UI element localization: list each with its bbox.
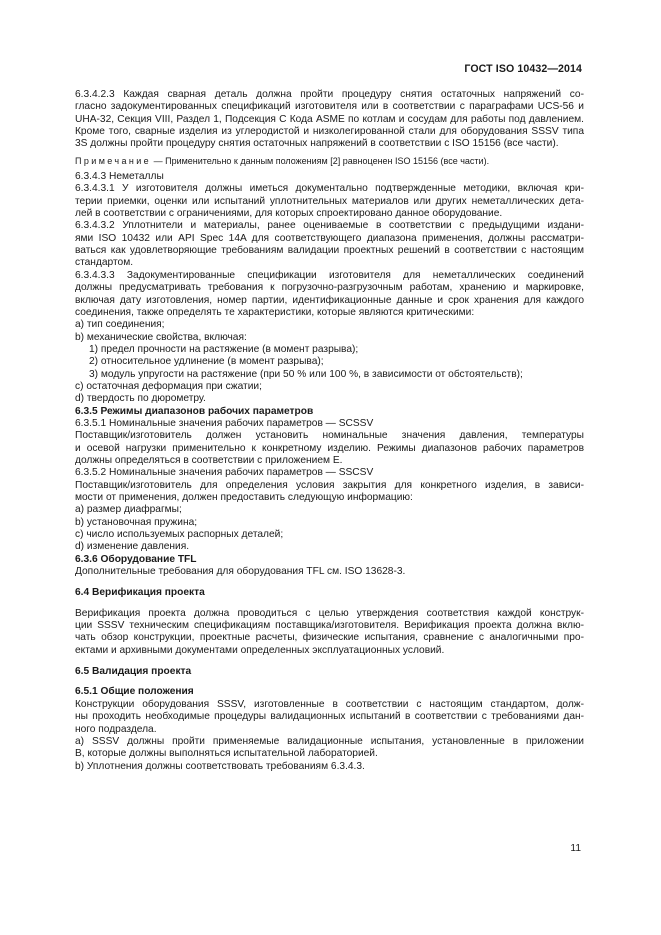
paragraph-6-5-1-first-line: Конструкции оборудования SSSV, изготовленные в соответствии с настоящим стандартом, долж- xyxy=(75,698,584,710)
paragraph-6-3-4-3-2: ями ISO 10432 или API Spec 14A для соответствующего диапазона применения, должны рассматри- ваться как удовлетворяющие требованиям валидации проектных решений в соответствии с настоящим стандартом. xyxy=(75,232,584,269)
heading-6-3-6: 6.3.6 Оборудование TFL xyxy=(75,553,197,565)
paragraph-6-3-6: Дополнительные требования для оборудования TFL см. ISO 13628-3. xyxy=(75,566,406,578)
list-item-c: c) остаточная деформация при сжатии; xyxy=(75,380,262,392)
paragraph-6-3-5-1: и осевой нагрузки применительно к конкретному изделию. Режимы диапазонов рабочих параметров должны определяться в соответствии с приложением Е. xyxy=(75,442,584,466)
paragraph-6-5-1-a: В, которые должны выполняться испытательной лабораторией. xyxy=(75,748,378,760)
paragraph-6-3-5-1-first-line: Поставщик/изготовитель должен установить номинальные значения давления, температуры xyxy=(75,430,584,442)
heading-6-3-4-3: 6.3.4.3 Неметаллы xyxy=(75,171,164,183)
paragraph-6-3-4-3-2-first-line: 6.3.4.3.2 Уплотнители и материалы, ранее оцениваемые в соответствии с предыдущими издани- xyxy=(75,220,584,232)
paragraph-6-3-4-2-3-first-line: 6.3.4.2.3 Каждая сварная деталь должна пройти процедуру снятия остаточных напряжений со- xyxy=(75,89,584,100)
paragraph-6-5-1-a-first-line: a) SSSV должны пройти применяемые валидационные испытания, установленные в приложении xyxy=(75,735,584,747)
list2-item-b: b) установочная пружина; xyxy=(75,516,198,528)
paragraph-6-4: ции SSSV техническим спецификациям поставщика/изготовителя. Верификация проекта должна вклю- чать обзор конструкции, проектные расчеты, физические испытания, сравнение с аналогичными про- ектами и архивными документами определенных эксплуатационных условий. xyxy=(75,620,584,656)
list2-item-c: c) число используемых распорных деталей; xyxy=(75,529,284,541)
list-item-d: d) твердость по дюрометру. xyxy=(75,393,206,405)
paragraph-6-4-first-line: Верификация проекта должна проводиться с целью утверждения соответствия каждой конструк- xyxy=(75,607,584,619)
note-label: Примечание xyxy=(75,155,152,166)
paragraph-6-5-1-b: b) Уплотнения должны соответствовать требованиям 6.3.4.3. xyxy=(75,760,365,772)
list-item-a: a) тип соединения; xyxy=(75,319,165,331)
note-text: — Применительно к данным положениям [2] равноценен ISO 15156 (все части). xyxy=(151,155,490,166)
list-item-b2: 2) относительное удлинение (в момент разрыва); xyxy=(89,356,324,368)
paragraph-6-3-4-3-1: терии приемки, оценки или испытаний уплотнительных материалов или других неметаллических дета- лей в соответствии с ограничениями, для которых спроектировано данное оборудование. xyxy=(75,195,584,220)
list-item-b3: 3) модуль упругости на растяжение (при 50 % или 100 %, в зависимости от обстоятельств); xyxy=(89,368,523,380)
paragraph-6-3-5-2-first-line: Поставщик/изготовитель для определения условия закрытия для конкретного изделия, в зависи- xyxy=(75,479,584,491)
heading-6-3-5: 6.3.5 Режимы диапазонов рабочих параметров xyxy=(75,405,314,417)
paragraph-6-3-4-2-3: гласно задокументированных спецификаций изготовителя или в соответствии с параграфами UCS-56 и UHA-32, Секция VIII, Раздел 1, Подсекция С Кода ASME по котлам и сосудам для работы под давлением. Кроме того, сварные изделия из углеродистой и низколегированной стали для оборудования SSSV типа 3S должны пройти процедуру снятия остаточных напряжений в соответствии с ISO 15156 (все части). xyxy=(75,101,584,150)
paragraph-6-3-5-2: мости от применения, должен предоставить следующую информацию: xyxy=(75,492,413,503)
document-header: ГОСТ ISO 10432—2014 xyxy=(464,63,582,75)
list-item-b1: 1) предел прочности на растяжение (в момент разрыва); xyxy=(89,343,359,355)
paragraph-6-3-4-3-3: должны предусматривать требования к погрузочно-разгрузочным работам, хранению и маркировке, включая дату изготовления, номер партии, идентификационные данные и срок хранения для каждого соединения, также определять те характеристики, которые являются критическими: xyxy=(75,282,584,318)
list2-item-d: d) изменение давления. xyxy=(75,541,190,553)
paragraph-6-5-1: ны проходить необходимые процедуры валидационных испытаний в соответствии с требованиями дан- ного подраздела. xyxy=(75,711,584,735)
document-body xyxy=(75,89,584,773)
paragraph-6-3-4-3-1-first-line: 6.3.4.3.1 У изготовителя должны иметься документально подтвержденные методики, включая кри- xyxy=(75,183,584,195)
heading-6-3-5-1: 6.3.5.1 Номинальные значения рабочих параметров — SCSSV xyxy=(75,417,374,429)
heading-6-4: 6.4 Верификация проекта xyxy=(75,587,205,599)
list-item-b: b) механические свойства, включая: xyxy=(75,331,247,343)
heading-6-5-1: 6.5.1 Общие положения xyxy=(75,686,194,698)
list2-item-a: a) размер диафрагмы; xyxy=(75,504,182,516)
paragraph-6-3-4-3-3-first-line: 6.3.4.3.3 Задокументированные спецификации изготовителя для неметаллических соединений xyxy=(75,269,584,281)
heading-6-5: 6.5 Валидация проекта xyxy=(75,666,192,678)
heading-6-3-5-2: 6.3.5.2 Номинальные значения рабочих параметров — SSCSV xyxy=(75,467,374,479)
note xyxy=(75,155,584,167)
page-number: 11 xyxy=(570,843,581,854)
